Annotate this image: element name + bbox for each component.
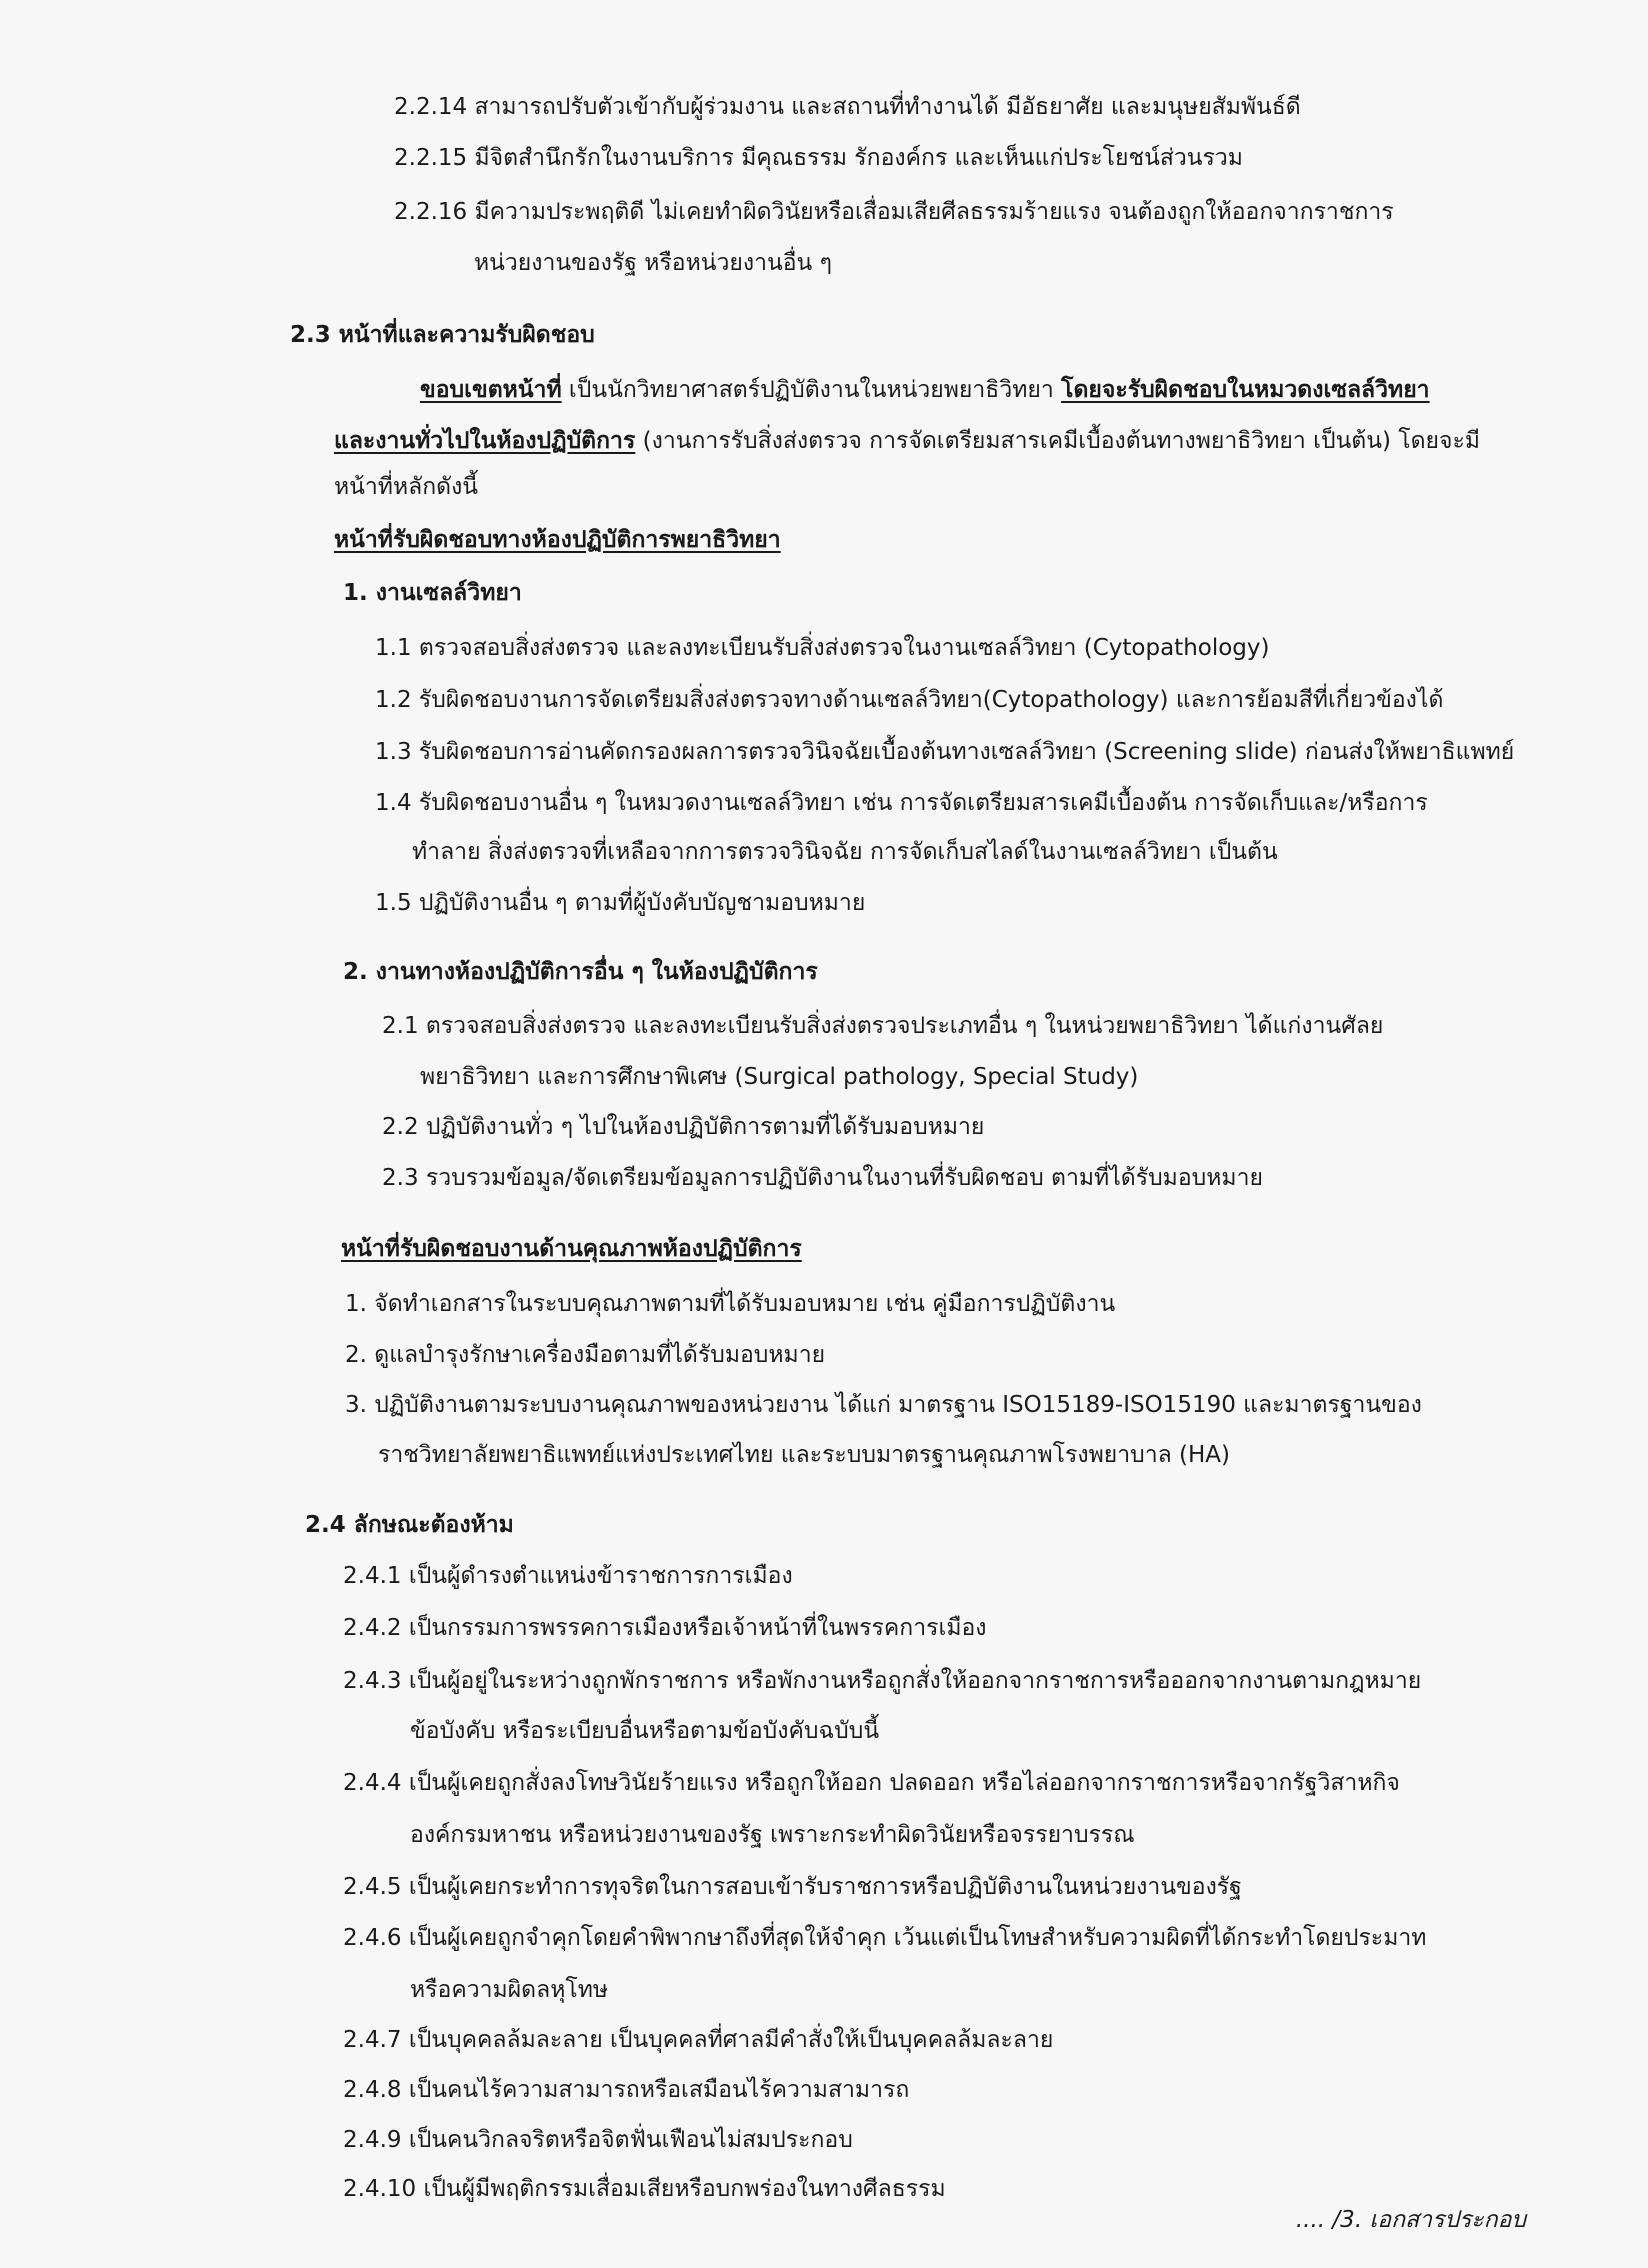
prohibition-2-4-3: 2.4.3 เป็นผู้อยู่ในระหว่างถูกพักราชการ หรือพักงานหรือถูกสั่งให้ออกจากราชการหรือออกจากงานตามกฎหมาย [343, 1668, 1422, 1694]
cytology-item-1-4-cont: ทำลาย สิ่งส่งตรวจที่เหลือจากการตรวจวินิจฉัย การจัดเก็บสไลด์ในงานเซลล์วิทยา เป็นต้น [412, 839, 1278, 865]
quality-item-2: 2. ดูแลบำรุงรักษาเครื่องมือตามที่ได้รับมอบหมาย [345, 1342, 826, 1368]
scope-text-1: เป็นนักวิทยาศาสตร์ปฏิบัติงานในหน่วยพยาธิวิทยา [561, 377, 1062, 403]
quality-item-3: 3. ปฏิบัติงานตามระบบงานคุณภาพของหน่วยงาน ได้แก่ มาตรฐาน ISO15189-ISO15190 และมาตรฐานของ [345, 1392, 1422, 1418]
lab-duties-heading: หน้าที่รับผิดชอบทางห้องปฏิบัติการพยาธิวิทยา [334, 527, 781, 553]
prohibition-2-4-7: 2.4.7 เป็นบุคคลล้มละลาย เป็นบุคคลที่ศาลมีคำสั่งให้เป็นบุคคลล้มละลาย [343, 2027, 1054, 2053]
other-lab-item-2-3: 2.3 รวบรวมข้อมูล/จัดเตรียมข้อมูลการปฏิบัติงานในงานที่รับผิดชอบ ตามที่ได้รับมอบหมาย [382, 1165, 1263, 1191]
cytology-item-1-5: 1.5 ปฏิบัติงานอื่น ๆ ตามที่ผู้บังคับบัญชามอบหมาย [375, 890, 866, 916]
prohibition-2-4-5: 2.4.5 เป็นผู้เคยกระทำการทุจริตในการสอบเข้ารับราชการหรือปฏิบัติงานในหน่วยงานของรัฐ [343, 1874, 1242, 1900]
other-lab-heading: 2. งานทางห้องปฏิบัติการอื่น ๆ ในห้องปฏิบัติการ [343, 959, 818, 985]
prohibition-2-4-3-cont: ข้อบังคับ หรือระเบียบอื่นหรือตามข้อบังคับฉบับนี้ [410, 1718, 880, 1744]
section-2-4-heading: 2.4 ลักษณะต้องห้าม [305, 1512, 514, 1538]
prohibition-2-4-2: 2.4.2 เป็นกรรมการพรรคการเมืองหรือเจ้าหน้าที่ในพรรคการเมือง [343, 1615, 987, 1641]
quality-duties-heading: หน้าที่รับผิดชอบงานด้านคุณภาพห้องปฏิบัติการ [341, 1236, 802, 1262]
cytology-item-1-1: 1.1 ตรวจสอบสิ่งส่งตรวจ และลงทะเบียนรับสิ่งส่งตรวจในงานเซลล์วิทยา (Cytopathology) [375, 635, 1270, 661]
prohibition-2-4-4-cont: องค์กรมหาชน หรือหน่วยงานของรัฐ เพราะกระทำผิดวินัยหรือจรรยาบรรณ [410, 1822, 1135, 1848]
scope-paragraph-line3: หน้าที่หลักดังนี้ [334, 474, 479, 500]
scope-emphasis-2: และงานทั่วไปในห้องปฏิบัติการ [334, 428, 636, 454]
other-lab-item-2-1: 2.1 ตรวจสอบสิ่งส่งตรวจ และลงทะเบียนรับสิ่งส่งตรวจประเภทอื่น ๆ ในหน่วยพยาธิวิทยา ได้แก่งานศัลย [382, 1013, 1384, 1039]
scope-label: ขอบเขตหน้าที่ [420, 377, 562, 403]
prohibition-2-4-8: 2.4.8 เป็นคนไร้ความสามารถหรือเสมือนไร้ความสามารถ [343, 2077, 910, 2103]
scope-emphasis-1: โดยจะรับผิดชอบในหมวดงเซลล์วิทยา [1061, 377, 1430, 403]
cytology-heading: 1. งานเซลล์วิทยา [343, 580, 522, 606]
prohibition-2-4-4: 2.4.4 เป็นผู้เคยถูกสั่งลงโทษวินัยร้ายแรง หรือถูกให้ออก ปลดออก หรือไล่ออกจากราชการหรือจากรัฐวิสาหกิจ [343, 1770, 1400, 1796]
item-2-2-16: 2.2.16 มีความประพฤติดี ไม่เคยทำผิดวินัยหรือเสื่อมเสียศีลธรรมร้ายแรง จนต้องถูกให้ออกจากราชการ [394, 199, 1394, 225]
scope-text-2: (งานการรับสิ่งส่งตรวจ การจัดเตรียมสารเคมีเบื้องต้นทางพยาธิวิทยา เป็นต้น) โดยจะมี [635, 428, 1480, 454]
prohibition-2-4-9: 2.4.9 เป็นคนวิกลจริตหรือจิตฟั่นเฟือนไม่สมประกอบ [343, 2127, 853, 2153]
prohibition-2-4-10: 2.4.10 เป็นผู้มีพฤติกรรมเสื่อมเสียหรือบกพร่องในทางศีลธรรม [343, 2176, 946, 2202]
cytology-item-1-3: 1.3 รับผิดชอบการอ่านคัดกรองผลการตรวจวินิจฉัยเบื้องต้นทางเซลล์วิทยา (Screening slide) ก่อนส่งให้พยาธิแพทย์ [375, 739, 1515, 765]
cytology-item-1-2: 1.2 รับผิดชอบงานการจัดเตรียมสิ่งส่งตรวจทางด้านเซลล์วิทยา(Cytopathology) และการย้อมสีที่เกี่ยวข้องได้ [375, 687, 1444, 713]
other-lab-item-2-2: 2.2 ปฏิบัติงานทั่ว ๆ ไปในห้องปฏิบัติการตามที่ได้รับมอบหมาย [382, 1114, 985, 1140]
scope-paragraph-line2 [334, 426, 1480, 456]
scope-paragraph-line1 [420, 375, 1430, 405]
section-2-3-heading: 2.3 หน้าที่และความรับผิดชอบ [290, 322, 595, 348]
cytology-item-1-4: 1.4 รับผิดชอบงานอื่น ๆ ในหมวดงานเซลล์วิทยา เช่น การจัดเตรียมสารเคมีเบื้องต้น การจัดเก็บและ/หรือการ [375, 790, 1428, 816]
quality-item-1: 1. จัดทำเอกสารในระบบคุณภาพตามที่ได้รับมอบหมาย เช่น คู่มือการปฏิบัติงาน [345, 1291, 1116, 1317]
prohibition-2-4-1: 2.4.1 เป็นผู้ดำรงตำแหน่งข้าราชการการเมือง [343, 1563, 793, 1589]
prohibition-2-4-6: 2.4.6 เป็นผู้เคยถูกจำคุกโดยคำพิพากษาถึงที่สุดให้จำคุก เว้นแต่เป็นโทษสำหรับความผิดที่ได้กระทำโดยประมาท [343, 1925, 1427, 1951]
other-lab-item-2-1-cont: พยาธิวิทยา และการศึกษาพิเศษ (Surgical pathology, Special Study) [420, 1064, 1139, 1090]
item-2-2-16-cont: หน่วยงานของรัฐ หรือหน่วยงานอื่น ๆ [474, 250, 832, 276]
quality-item-3-cont: ราชวิทยาลัยพยาธิแพทย์แห่งประเทศไทย และระบบมาตรฐานคุณภาพโรงพยาบาล (HA) [378, 1442, 1231, 1468]
prohibition-2-4-6-cont: หรือความผิดลหุโทษ [410, 1977, 609, 2003]
item-2-2-14: 2.2.14 สามารถปรับตัวเข้ากับผู้ร่วมงาน และสถานที่ทำงานได้ มีอัธยาศัย และมนุษยสัมพันธ์ดี [394, 94, 1301, 120]
item-2-2-15: 2.2.15 มีจิตสำนึกรักในงานบริการ มีคุณธรรม รักองค์กร และเห็นแก่ประโยชน์ส่วนรวม [394, 145, 1243, 171]
continuation-note: .... /3. เอกสารประกอบ [1295, 2207, 1526, 2233]
